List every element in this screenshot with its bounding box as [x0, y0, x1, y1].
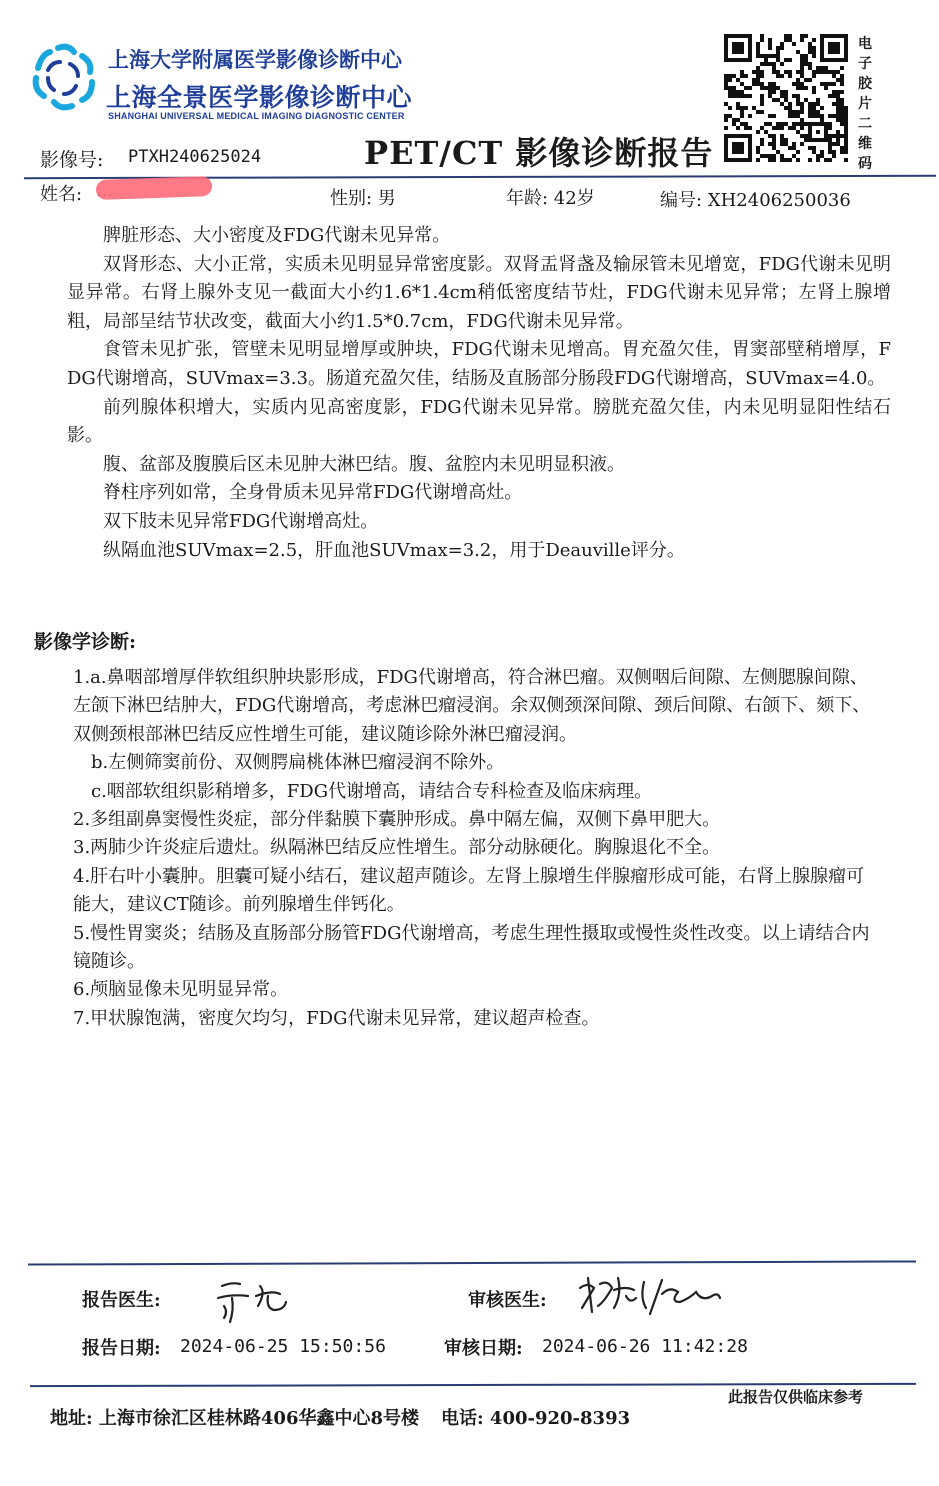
diagnosis-list — [73, 664, 878, 1033]
finding-paragraph: 脾脏形态、大小密度及FDG代谢未见异常。 — [103, 225, 451, 246]
diagnosis-item: b.左侧筛窦前份、双侧腭扁桃体淋巴瘤浸润不除外。 — [91, 752, 505, 774]
report-doctor-signature-icon — [214, 1272, 294, 1326]
image-number-value: PTXH240625024 — [128, 147, 262, 167]
image-number-label: 影像号: — [40, 149, 104, 171]
phone-text: 电话: 400-920-8393 — [441, 1408, 631, 1429]
clinical-reference-note: 此报告仅供临床参考 — [728, 1388, 864, 1406]
university-name: 上海大学 — [108, 48, 192, 72]
org-name-line1-rest: 附属医学影像诊断中心 — [192, 48, 402, 72]
qr-label: 电子胶片二维码 — [858, 36, 872, 172]
review-date-label: 审核日期: — [444, 1338, 523, 1359]
finding-paragraph: 脊柱序列如常，全身骨质未见异常FDG代谢增高灶。 — [103, 482, 523, 504]
review-doctor-signature-icon — [574, 1268, 724, 1324]
finding-paragraph: 双下肢未见异常FDG代谢增高灶。 — [103, 510, 379, 532]
diagnosis-item: 1.a.鼻咽部增厚伴软组织肿块影形成，FDG代谢增高，符合淋巴瘤。双侧咽后间隙、左侧腮腺间隙、左颌下淋巴结肿大，FDG代谢增高，考虑淋巴瘤浸润。余双侧颈深间隙、颈后间隙、右颌下、颏下、双侧颈根部淋巴结反应性增生可能，建议随诊除外淋巴瘤浸润。 — [73, 667, 871, 745]
center-address — [50, 1404, 630, 1430]
finding-paragraph: 双肾形态、大小正常，实质未见明显异常密度影。双肾盂肾盏及输尿管未见增宽，FDG代谢未见明显异常。右肾上腺外支见一截面大小约1.6*1.4cm稍低密度结节灶，FDG代谢未见异常；左肾上腺增粗，局部呈结节状改变，截面大小约1.5*0.7cm，FDG代谢未见异常。 — [67, 253, 891, 332]
diagnosis-item: 7.甲状腺饱满，密度欠均匀，FDG代谢未见异常，建议超声检查。 — [73, 1007, 600, 1029]
report-title: PET/CT 影像诊断报告 — [364, 134, 714, 172]
qr-code-icon — [724, 34, 848, 162]
finding-paragraph: 前列腺体积增大，实质内见高密度影，FDG代谢未见异常。膀胱充盈欠佳，内未见明显阳性结石影。 — [67, 396, 891, 447]
signature-divider-top — [28, 1260, 916, 1265]
diagnosis-title: 影像学诊断: — [34, 631, 137, 653]
diagnosis-item: 2.多组副鼻窦慢性炎症，部分伴黏膜下囊肿形成。鼻中隔左偏，双侧下鼻甲肥大。 — [73, 809, 721, 831]
patient-age: 年龄: 42岁 — [506, 188, 595, 209]
org-name-line1 — [108, 44, 402, 74]
diagnosis-item: 3.两肺少许炎症后遗灶。纵隔淋巴结反应性增生。部分动脉硬化。胸腺退化不全。 — [73, 837, 721, 859]
review-date-value: 2024-06-26 11:42:28 — [542, 1336, 748, 1357]
patient-number: 编号: XH2406250036 — [660, 190, 851, 211]
org-name-english: SHANGHAI UNIVERSAL MEDICAL IMAGING DIAGNOSTIC CENTER — [108, 111, 405, 121]
report-doctor-label: 报告医生: — [82, 1290, 161, 1311]
name-redaction-mark — [96, 176, 213, 200]
review-doctor-label: 审核医生: — [468, 1290, 547, 1311]
finding-paragraph: 食管未见扩张，管壁未见明显增厚或肿块，FDG代谢未见增高。胃充盈欠佳，胃窦部壁稍增厚，FDG代谢增高，SUVmax=3.3。肠道充盈欠佳，结肠及直肠部分肠段FDG代谢增高，SUVmax=4.0。 — [67, 339, 891, 389]
findings-section — [67, 222, 891, 565]
center-logo-icon — [28, 40, 102, 116]
address-text: 地址: 上海市徐汇区桂林路406华鑫中心8号楼 — [50, 1408, 420, 1429]
diagnosis-item: c.咽部软组织影稍增多，FDG代谢增高，请结合专科检查及临床病理。 — [91, 780, 653, 802]
patient-name-label: 姓名: — [40, 184, 83, 205]
finding-paragraph: 纵隔血池SUVmax=2.5，肝血池SUVmax=3.2，用于Deauville评分。 — [103, 539, 685, 561]
diagnosis-item: 5.慢性胃窦炎；结肠及直肠部分肠管FDG代谢增高，考虑生理性摄取或慢性炎性改变。以上请结合内镜随诊。 — [73, 922, 870, 973]
report-date-label: 报告日期: — [82, 1338, 161, 1359]
diagnosis-item: 4.肝右叶小囊肿。胆囊可疑小结石，建议超声随诊。左肾上腺增生伴腺瘤形成可能，右肾上腺腺瘤可能大，建议CT随诊。前列腺增生伴钙化。 — [73, 865, 865, 916]
finding-paragraph: 腹、盆部及腹膜后区未见肿大淋巴结。腹、盆腔内未见明显积液。 — [103, 453, 625, 475]
diagnosis-item: 6.颅脑显像未见明显异常。 — [73, 979, 289, 1001]
org-name-line2: 上海全景医学影像诊断中心 — [106, 83, 413, 112]
report-date-value: 2024-06-25 15:50:56 — [180, 1336, 386, 1357]
patient-sex: 性别: 男 — [330, 188, 396, 209]
